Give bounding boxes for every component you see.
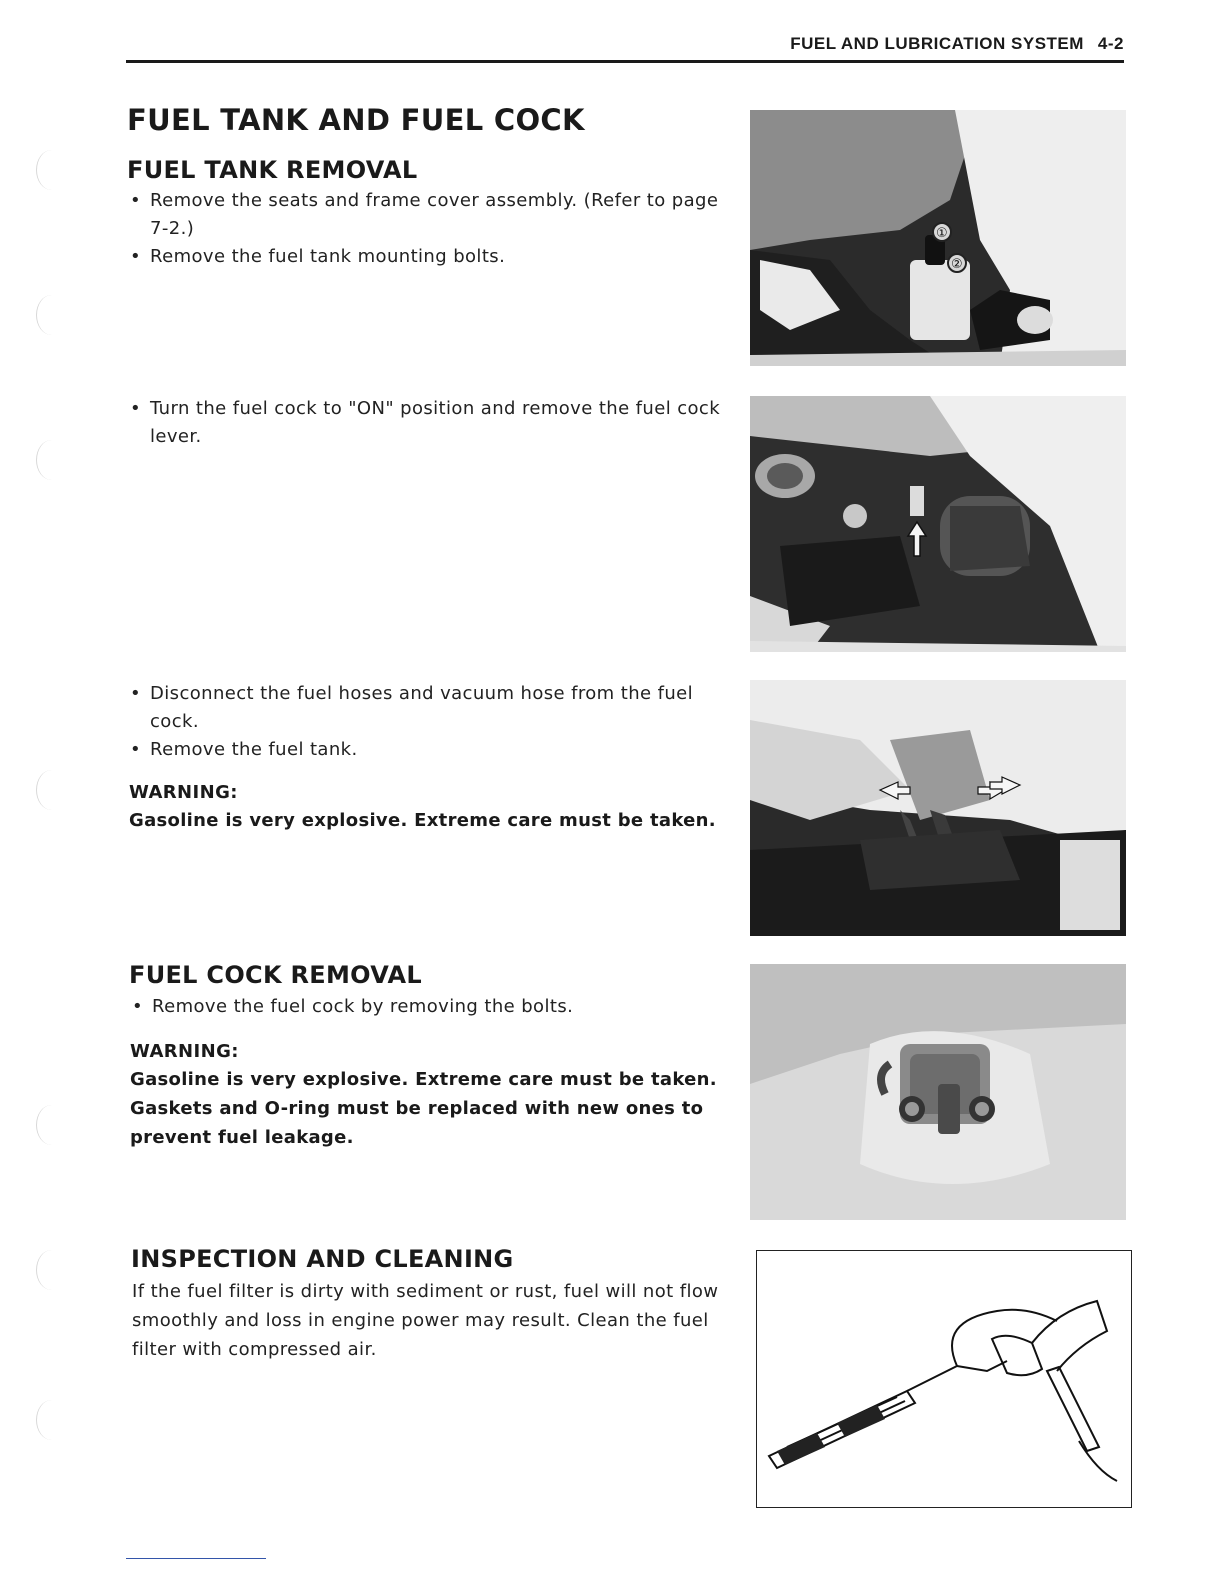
binder-hole-mark [36, 150, 67, 190]
binder-hole-mark [36, 440, 67, 480]
binder-hole-mark [36, 770, 67, 810]
binder-hole-mark [36, 295, 67, 335]
tank-removal-steps-a [128, 187, 728, 271]
photo-fuel-cock [750, 964, 1126, 1220]
warning-text: Gasoline is very explosive. Extreme care must be taken. [129, 810, 716, 831]
header-rule [126, 60, 1124, 63]
step-remove-bolts: • Remove the fuel tank mounting bolts. [128, 243, 728, 271]
step-disconnect-hoses: • Disconnect the fuel hoses and vacuum hose from the fuel cock. [128, 680, 728, 736]
binder-hole-mark [36, 1250, 67, 1290]
step-remove-tank: • Remove the fuel tank. [128, 736, 728, 764]
running-header [126, 34, 1124, 54]
cock-removal-steps [130, 993, 730, 1021]
warning-heading: WARNING: [129, 782, 238, 803]
photo-fuel-hoses [750, 680, 1126, 936]
section-heading-inspection: INSPECTION AND CLEANING [131, 1245, 514, 1273]
section-heading-tank-removal: FUEL TANK REMOVAL [127, 156, 418, 184]
inspection-body: If the fuel filter is dirty with sediment or rust, fuel will not flow smoothly and loss in engine power may result. Clean the fuel filter with compressed air. [132, 1281, 719, 1360]
binder-hole-mark [36, 1400, 67, 1440]
section-heading-cock-removal: FUEL COCK REMOVAL [129, 961, 422, 989]
figure-compressed-air [756, 1250, 1132, 1508]
step-remove-cock: • Remove the fuel cock by removing the bolts. [130, 993, 730, 1021]
page-title: FUEL TANK AND FUEL COCK [127, 103, 585, 137]
header-title: FUEL AND LUBRICATION SYSTEM [790, 34, 1084, 53]
photo-callout: ② [951, 257, 963, 272]
photo-tank-bolts [750, 110, 1126, 366]
tank-removal-steps-c [128, 680, 728, 764]
page-number: 4-2 [1097, 34, 1124, 53]
warning-heading: WARNING: [130, 1041, 239, 1062]
photo-fuel-cock-lever [750, 396, 1126, 652]
tank-removal-steps-b [128, 395, 728, 451]
binder-hole-mark [36, 1105, 67, 1145]
footer-rule [126, 1558, 266, 1559]
warning-text: Gasoline is very explosive. Extreme care must be taken. Gaskets and O-ring must be replaced with new ones to prevent fuel leakage. [130, 1069, 717, 1148]
step-fuel-cock-on: • Turn the fuel cock to "ON" position and remove the fuel cock lever. [128, 395, 728, 451]
step-remove-seats: • Remove the seats and frame cover assembly. (Refer to page 7-2.) [128, 187, 728, 243]
photo-callout: ① [936, 226, 948, 241]
